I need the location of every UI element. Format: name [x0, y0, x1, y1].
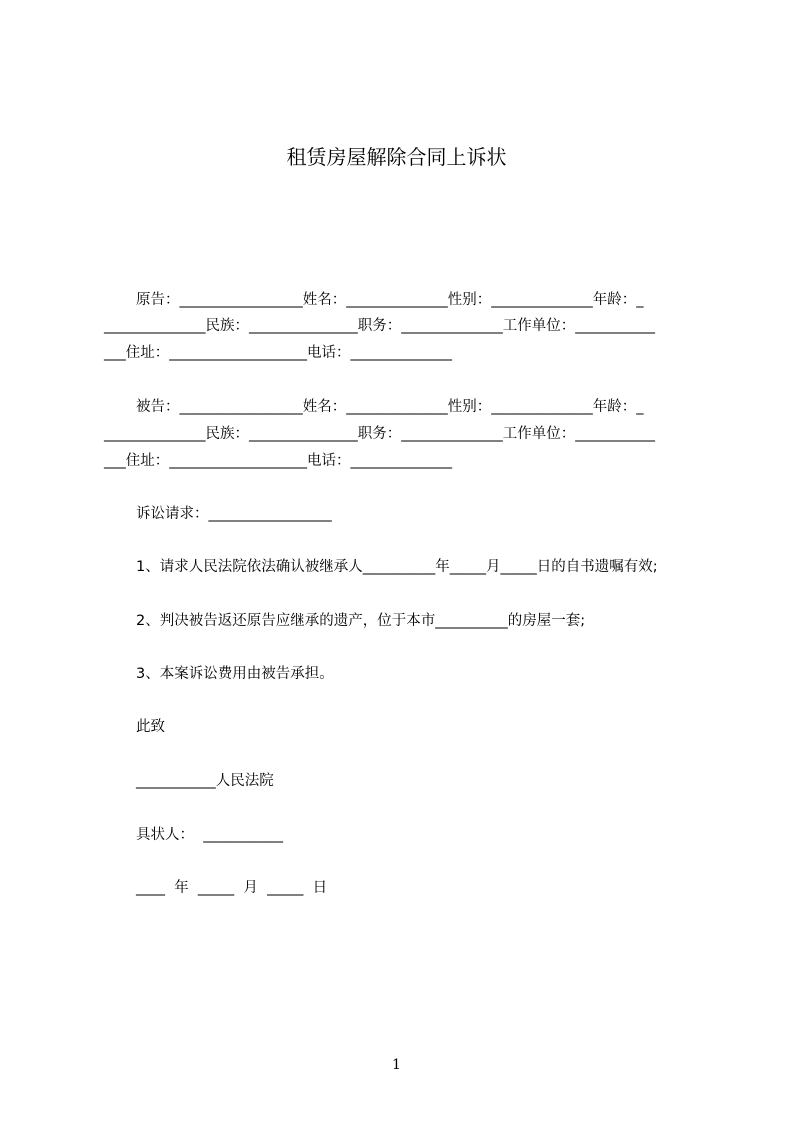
plaintiff-line-1: 原告：_________________姓名：______________性别：______________年龄：_: [136, 292, 644, 308]
page-number: 1: [392, 1057, 401, 1073]
claims-heading: 诉讼请求：_________________: [136, 506, 332, 522]
date-line: ____ 年 _____ 月 _____ 日: [136, 880, 328, 896]
court-line: ___________人民法院: [136, 773, 274, 789]
defendant-line-2: ______________民族：_______________职务：______________工作单位：___________: [104, 426, 655, 442]
plaintiff-line-3: ___住址：___________________电话：______________: [104, 345, 452, 361]
plaintiff-line-2: ______________民族：_______________职务：______________工作单位：___________: [104, 318, 655, 334]
claim-item-1: 1、请求人民法院依法确认被继承人__________年_____月_____日的自书遗嘱有效;: [136, 559, 658, 575]
signer-line: 具状人： ___________: [136, 827, 283, 843]
page-title: 租赁房屋解除合同上诉状: [286, 145, 507, 169]
claim-item-3: 3、本案诉讼费用由被告承担。: [136, 666, 334, 682]
defendant-line-1: 被告：_________________姓名：______________性别：______________年龄：_: [136, 399, 644, 415]
defendant-line-3: ___住址：___________________电话：______________: [104, 453, 452, 469]
salutation: 此致: [136, 719, 165, 735]
claim-item-2: 2、判决被告返还原告应继承的遗产，位于本市__________的房屋一套;: [136, 613, 586, 629]
